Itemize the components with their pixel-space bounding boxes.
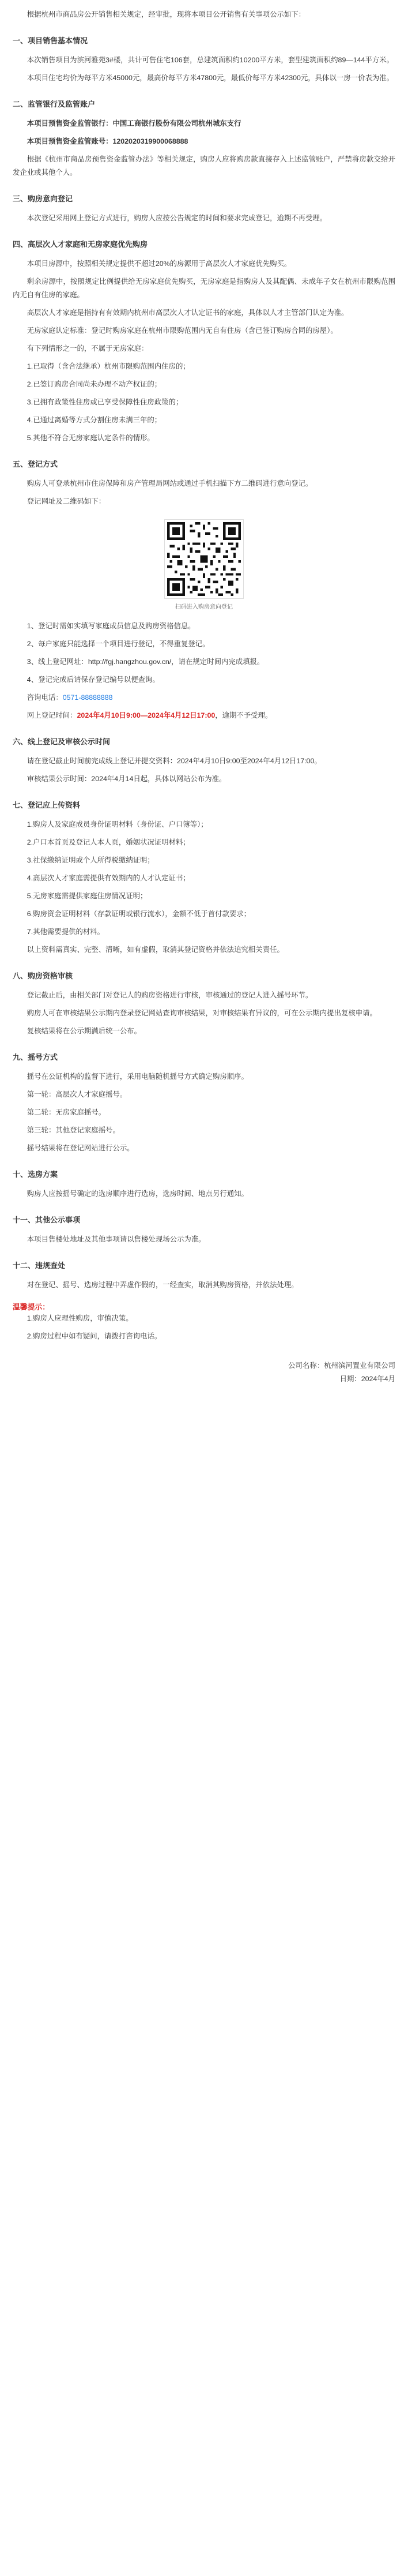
qr-code-graphic (167, 522, 241, 596)
section-11-para-1: 本项目售楼处地址及其他事项请以售楼处现场公示为准。 (27, 1235, 206, 1243)
section-7-para-4: 4.高层次人才家庭需提供有效期内的人才认定证书； (27, 874, 190, 882)
section-7-para-8: 以上资料需真实、完整、清晰，如有虚假，取消其登记资格并依法追究相关责任。 (27, 946, 284, 954)
notice-item-1: 1.购房人应理性购房，审慎决策。 (27, 1314, 133, 1322)
signature-block (13, 1359, 395, 1386)
section-7-para-1: 1.购房人及家庭成员身份证明材料（身份证、户口簿等）； (27, 820, 208, 828)
section-9-title: 九、摇号方式 (13, 1053, 58, 1062)
section-10-para-1: 购房人应按摇号确定的选房顺序进行选房，选房时间、地点另行通知。 (27, 1190, 248, 1198)
section-9-para-4: 第三轮：其他登记家庭摇号。 (27, 1126, 120, 1134)
section-7-title: 七、登记应上传资料 (13, 801, 81, 809)
company-line (13, 1359, 395, 1373)
section-4-title: 四、高层次人才家庭和无房家庭优先购房 (13, 240, 148, 249)
notice-title: 温馨提示： (13, 1303, 50, 1311)
date-line (13, 1373, 395, 1386)
section-7-para-3: 3.社保缴纳证明或个人所得税缴纳证明； (27, 856, 154, 864)
date-label: 日期： (339, 1375, 361, 1383)
section-4-list-2: 2.已签订购房合同尚未办理不动产权证的； (27, 380, 162, 388)
section-8-title: 八、购房资格审核 (13, 972, 73, 980)
section-2-para-2: 本项目预售资金监管账号：1202020319900068888 (27, 137, 188, 145)
section-5-para-1: 购房人可登录杭州市住房保障和房产管理局网站或通过手机扫描下方二维码进行意向登记。 (27, 479, 313, 488)
section-7-para-2: 2.户口本首页及登记人本人页，婚姻状况证明材料； (27, 838, 190, 846)
section-6-title: 六、线上登记及审核公示时间 (13, 737, 111, 746)
section-6-para-2: 审核结果公示时间：2024年4月14日起，具体以网站公布为准。 (27, 775, 226, 783)
time-prefix: 网上登记时间： (27, 711, 77, 719)
company-label: 公司名称： (288, 1362, 324, 1370)
section-9-para-5: 摇号结果将在登记网站进行公示。 (27, 1144, 134, 1152)
section-2-para-1: 本项目预售资金监管银行：中国工商银行股份有限公司杭州城东支行 (27, 119, 241, 128)
qr-code-icon[interactable] (165, 520, 243, 598)
notice-item-2: 2.购房过程中如有疑问，请拨打咨询电话。 (27, 1332, 162, 1340)
hotline-label: 咨询电话： (27, 693, 63, 702)
section-8-para-3: 复核结果将在公示期满后统一公布。 (27, 1027, 142, 1035)
time-suffix: ，逾期不予受理。 (215, 711, 273, 719)
section-4-list-3: 3.已拥有政策性住房或已享受保障性住房政策的； (27, 398, 183, 406)
section-3-para-1: 本次登记采用网上登记方式进行，购房人应按公告规定的时间和要求完成登记，逾期不再受理。 (27, 214, 327, 222)
date-value: 2024年4月 (361, 1375, 395, 1383)
section-8-para-2: 购房人可在审核结果公示期内登录登记网站查询审核结果，对审核结果有异议的，可在公示期内提出复核申请。 (27, 1009, 377, 1017)
section-1-title: 一、项目销售基本情况 (13, 36, 88, 45)
section-7-para-6: 6.购房资金证明材料（存款证明或银行流水），金额不低于首付款要求； (27, 910, 251, 918)
section-9-para-3: 第二轮：无房家庭摇号。 (27, 1108, 106, 1116)
section-6-para-1: 请在登记截止时间前完成线上登记并提交资料：2024年4月10日9:00至2024年4月12日17:00。 (27, 757, 322, 765)
section-9-para-2: 第一轮：高层次人才家庭摇号。 (27, 1090, 127, 1098)
section-5-note-2: 2、每户家庭只能选择一个项目进行登记，不得重复登记。 (27, 640, 210, 648)
section-5-note-1: 1、登记时需如实填写家庭成员信息及购房资格信息。 (27, 622, 195, 630)
section-7-para-5: 5.无房家庭需提供家庭住房情况证明； (27, 892, 148, 900)
section-10-title: 十、选房方案 (13, 1170, 58, 1179)
section-1-para-2: 本项目住宅均价为每平方米45000元，最高价每平方米47800元，最低价每平方米42300元，具体以一房一价表为准。 (27, 74, 394, 82)
section-3-title: 三、购房意向登记 (13, 194, 73, 203)
section-4-para-5: 有下列情形之一的，不属于无房家庭： (27, 344, 149, 353)
section-2-title: 二、监管银行及监管账户 (13, 100, 96, 108)
hotline-number[interactable]: 0571-88888888 (62, 693, 113, 702)
section-5-para-2: 登记网址及二维码如下： (27, 497, 106, 505)
section-11-title: 十一、其他公示事项 (13, 1216, 81, 1224)
section-5-hotline (13, 691, 395, 704)
section-5-title: 五、登记方式 (13, 460, 58, 468)
section-4-list-5: 5.其他不符合无房家庭认定条件的情形。 (27, 434, 154, 442)
section-1-para-1: 本次销售项目为滨河雅苑3#楼，共计可售住宅106套，总建筑面积约10200平方米，套型建筑面积约89—144平方米。 (27, 56, 394, 64)
section-4-para-1: 本项目房源中，按照相关规定提供不超过20%的房源用于高层次人才家庭优先购买。 (27, 260, 292, 268)
section-12-para-1: 对在登记、摇号、选房过程中弄虚作假的，一经查实，取消其购房资格，并依法处理。 (27, 1281, 299, 1289)
section-12-title: 十二、违规查处 (13, 1261, 66, 1270)
section-5-note-3: 3、线上登记网址：http://fgj.hangzhou.gov.cn/，请在规定时间内完成填报。 (27, 658, 265, 666)
qr-caption: 扫码进入购房意向登记 (175, 604, 233, 610)
section-9-para-1: 摇号在公证机构的监督下进行，采用电脑随机摇号方式确定购房顺序。 (27, 1073, 248, 1081)
section-4-list-4: 4.已通过离婚等方式分割住房未满三年的； (27, 416, 162, 424)
company-name: 杭州滨河置业有限公司 (324, 1362, 395, 1370)
intro-paragraph: 根据杭州市商品房公开销售相关规定，经审批，现将本项目公开销售有关事项公示如下： (27, 10, 306, 18)
section-5-time (13, 709, 395, 722)
time-value: 2024年4月10日9:00—2024年4月12日17:00 (77, 711, 216, 719)
section-8-para-1: 登记截止后，由相关部门对登记人的购房资格进行审核，审核通过的登记人进入摇号环节。 (27, 991, 313, 999)
section-4-list-1: 1.已取得（含合法继承）杭州市限购范围内住房的； (27, 362, 190, 370)
section-7-para-7: 7.其他需要提供的材料。 (27, 928, 105, 936)
section-4-para-4: 无房家庭认定标准：登记时购房家庭在杭州市限购范围内无自有住房（含已签订购房合同的房屋）。 (27, 327, 338, 335)
qr-code-block (13, 520, 395, 610)
section-4-para-3: 高层次人才家庭是指持有有效期内杭州市高层次人才认定证书的家庭，具体以人才主管部门认定为准。 (27, 309, 349, 317)
section-5-note-4: 4、登记完成后请保存登记编号以便查询。 (27, 676, 160, 684)
section-2-para-3: 根据《杭州市商品房预售资金监管办法》等相关规定，购房人应将购房款直接存入上述监管账户，严禁将房款交给开发企业或其他个人。 (13, 155, 395, 177)
section-4-para-2: 剩余房源中，按照规定比例提供给无房家庭优先购买，无房家庭是指购房人及其配偶、未成年子女在杭州市限购范围内无自有住房的家庭。 (13, 278, 395, 299)
